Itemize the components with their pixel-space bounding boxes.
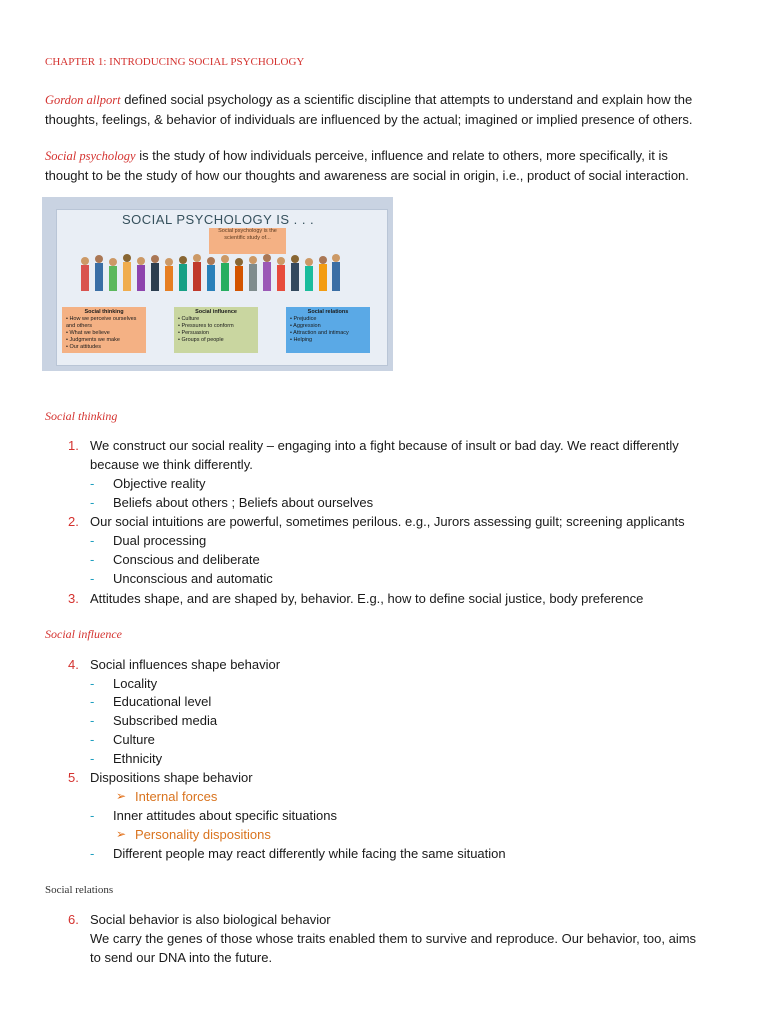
item-5-arrow-1: Internal forces — [135, 789, 218, 804]
slide-title: SOCIAL PSYCHOLOGY IS . . . — [122, 212, 315, 227]
sp-lead: Social psychology — [45, 149, 136, 163]
dash-bullet: - — [90, 694, 95, 709]
item-1-sub-2: Beliefs about others ; Beliefs about ourselves — [113, 495, 374, 510]
item-6-line-3: to send our DNA into the future. — [90, 950, 273, 965]
dash-bullet: - — [90, 495, 95, 510]
slide-box-social-thinking: Social thinking • How we perceive ourselves and others • What we believe • Judgments we make • Our attitudes — [62, 307, 146, 353]
sp-text-1: is the study of how individuals perceive, influence and relate to others, more specifically, it is — [135, 148, 668, 163]
item-4-sub-2: Educational level — [113, 694, 212, 709]
item-number: 5. — [68, 770, 79, 785]
item-4-sub-5: Ethnicity — [113, 751, 163, 766]
item-5-arrow-2: Personality dispositions — [135, 827, 271, 842]
slide-photo — [42, 197, 393, 371]
dash-bullet: - — [90, 476, 95, 491]
social-psychology-paragraph — [45, 146, 722, 185]
dash-bullet: - — [90, 571, 95, 586]
arrow-bullet-icon: ➢ — [116, 827, 127, 841]
section-social-influence: Social influence — [45, 627, 122, 641]
item-number: 4. — [68, 657, 79, 672]
item-5-sub-2: Different people may react differently while facing the same situation — [113, 846, 506, 861]
allport-lead: Gordon allport — [45, 93, 121, 107]
sp-text-2: thought to be the study of how our thoughts and awareness are social in origin, i.e., product of social interaction. — [45, 168, 689, 183]
section-social-thinking: Social thinking — [45, 409, 118, 423]
dash-bullet: - — [90, 732, 95, 747]
item-2-sub-2: Conscious and deliberate — [113, 552, 260, 567]
item-2-sub-3: Unconscious and automatic — [113, 571, 273, 586]
item-2-line-1: Our social intuitions are powerful, sometimes perilous. e.g., Jurors assessing guilt; screening applicants — [90, 514, 685, 529]
item-6-line-1: Social behavior is also biological behavior — [90, 912, 331, 927]
item-1-line-1: We construct our social reality – engaging into a fight because of insult or bad day. We react differently — [90, 438, 679, 453]
item-4-sub-3: Subscribed media — [113, 713, 218, 728]
allport-text-2: thoughts, feelings, & behavior of individuals are influenced by the actual; imagined or implied presence of others. — [45, 112, 693, 127]
item-4-sub-4: Culture — [113, 732, 155, 747]
chapter-title: CHAPTER 1: INTRODUCING SOCIAL PSYCHOLOGY — [45, 56, 305, 68]
dash-bullet: - — [90, 808, 95, 823]
item-3-line-1: Attitudes shape, and are shaped by, behavior. E.g., how to define social justice, body preference — [90, 591, 644, 606]
item-number: 3. — [68, 591, 79, 606]
dash-bullet: - — [90, 846, 95, 861]
item-5-sub-1: Inner attitudes about specific situations — [113, 808, 338, 823]
item-1-sub-1: Objective reality — [113, 476, 206, 491]
section-social-relations: Social relations — [45, 884, 114, 896]
allport-paragraph — [45, 90, 722, 129]
slide-definition-box: Social psychology is the scientific study of... — [209, 228, 286, 254]
item-6-line-2: We carry the genes of those whose traits enabled them to survive and reproduce. Our behavior, too, aims — [90, 931, 697, 946]
item-number: 1. — [68, 438, 79, 453]
item-2-sub-1: Dual processing — [113, 533, 207, 548]
dash-bullet: - — [90, 713, 95, 728]
item-number: 6. — [68, 912, 79, 927]
slide-box-social-influence: Social influence • Culture • Pressures to conform • Persuasion • Groups of people — [174, 307, 258, 353]
arrow-bullet-icon: ➢ — [116, 789, 127, 803]
dash-bullet: - — [90, 676, 95, 691]
item-4-line-1: Social influences shape behavior — [90, 657, 281, 672]
people-illustration — [77, 247, 342, 297]
allport-text-1: defined social psychology as a scientific discipline that attempts to understand and explain how the — [120, 92, 693, 107]
dash-bullet: - — [90, 751, 95, 766]
item-4-sub-1: Locality — [113, 676, 158, 691]
item-5-line-1: Dispositions shape behavior — [90, 770, 253, 785]
dash-bullet: - — [90, 552, 95, 567]
item-number: 2. — [68, 514, 79, 529]
item-1-line-2: because we think differently. — [90, 457, 253, 472]
dash-bullet: - — [90, 533, 95, 548]
slide-box-social-relations: Social relations • Prejudice • Aggression • Attraction and intimacy • Helping — [286, 307, 370, 353]
